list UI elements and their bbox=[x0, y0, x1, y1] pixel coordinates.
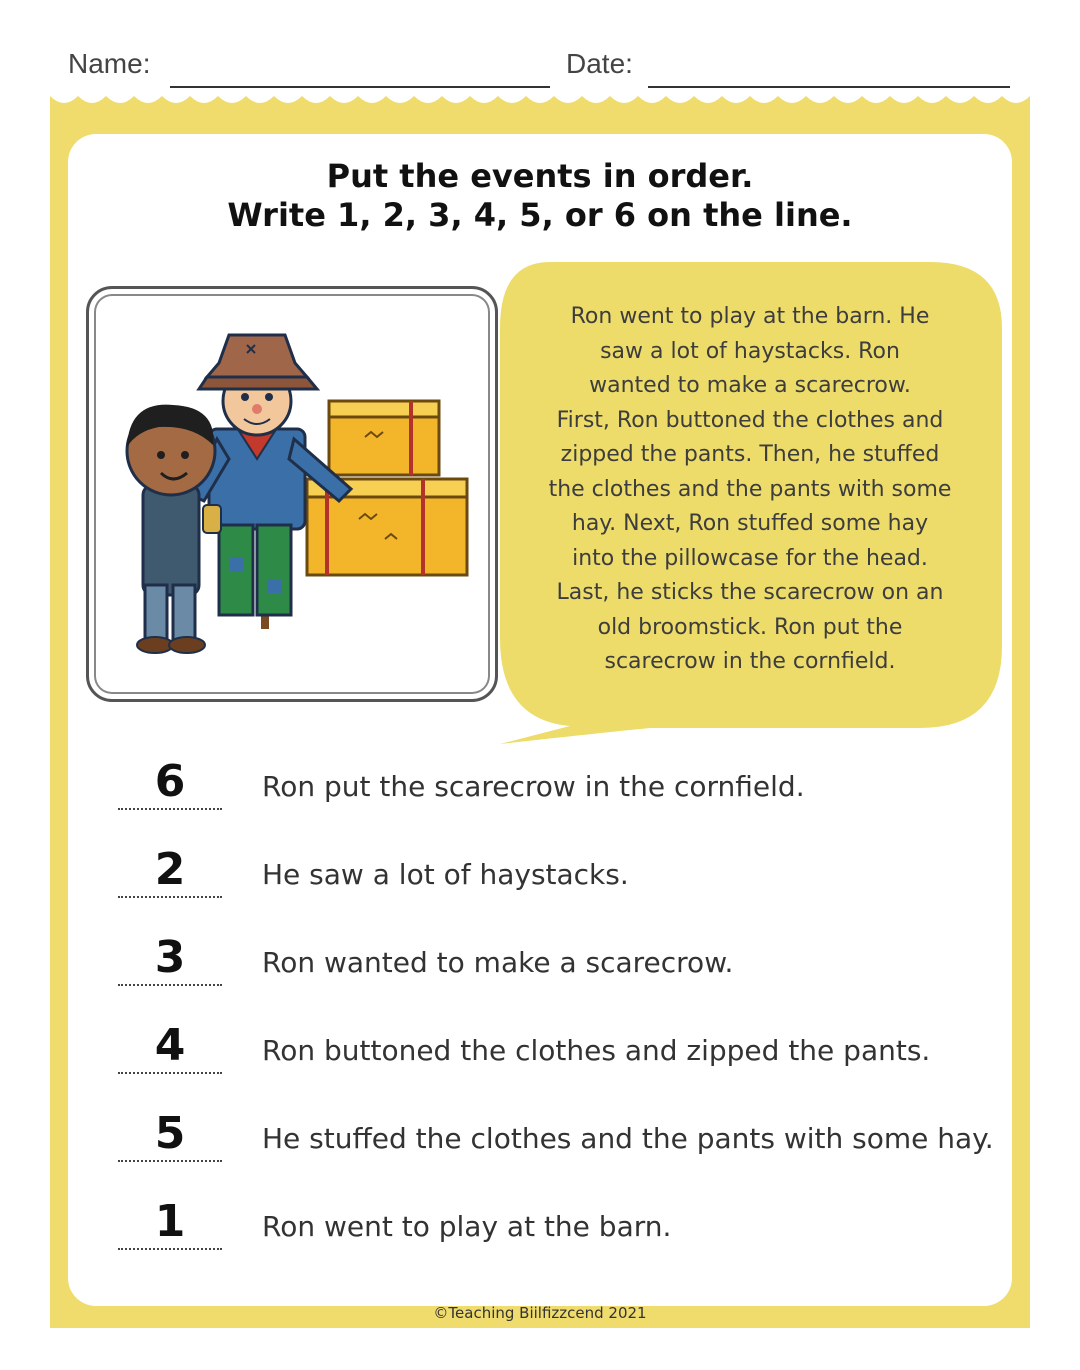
event-text: He stuffed the clothes and the pants with some hay. bbox=[262, 1122, 994, 1155]
event-row bbox=[118, 1108, 1018, 1196]
order-answer-field[interactable]: 1 bbox=[118, 1196, 222, 1250]
event-text: Ron wanted to make a scarecrow. bbox=[262, 946, 734, 979]
event-row bbox=[118, 1020, 1018, 1108]
order-answer-field[interactable]: 2 bbox=[118, 844, 222, 898]
order-answer-field[interactable]: 6 bbox=[118, 756, 222, 810]
event-row bbox=[118, 844, 1018, 932]
story-line: Ron went to play at the barn. He bbox=[570, 304, 930, 329]
event-row bbox=[118, 756, 1018, 844]
header bbox=[68, 40, 1012, 90]
story-line: hay. Next, Ron stuffed some hay bbox=[571, 511, 929, 536]
date-label: Date: bbox=[566, 48, 633, 79]
order-answer-field[interactable]: 3 bbox=[118, 932, 222, 986]
event-row bbox=[118, 932, 1018, 1020]
event-text: Ron put the scarecrow in the cornfield. bbox=[262, 770, 805, 803]
copyright-footer: ©Teaching Biilfizzcend 2021 bbox=[433, 1304, 647, 1322]
story-line: into the pillowcase for the head. bbox=[572, 545, 928, 571]
instruction-line-2: Write 1, 2, 3, 4, 5, or 6 on the line. bbox=[227, 196, 853, 234]
story-line: First, Ron buttoned the clothes and bbox=[556, 407, 944, 433]
scalloped-border bbox=[50, 88, 1030, 114]
instruction-line-1: Put the events in order. bbox=[326, 157, 754, 195]
event-text: Ron buttoned the clothes and zipped the pants. bbox=[262, 1034, 931, 1067]
picture-frame bbox=[86, 286, 498, 702]
story-line: scarecrow in the cornfield. bbox=[604, 649, 896, 674]
event-list bbox=[118, 756, 1018, 1284]
story-line: the clothes and the pants with some bbox=[548, 476, 952, 502]
story-line: old broomstick. Ron put the bbox=[597, 614, 903, 640]
event-text: He saw a lot of haystacks. bbox=[262, 858, 629, 891]
event-row bbox=[118, 1196, 1018, 1284]
story-line: wanted to make a scarecrow. bbox=[589, 373, 911, 398]
story-line: saw a lot of haystacks. Ron bbox=[600, 338, 900, 364]
story-text bbox=[530, 300, 970, 680]
instructions bbox=[0, 157, 1080, 235]
scarecrow-illustration bbox=[189, 335, 351, 629]
order-answer-field[interactable]: 5 bbox=[118, 1108, 222, 1162]
name-label: Name: bbox=[68, 48, 151, 79]
order-answer-field[interactable]: 4 bbox=[118, 1020, 222, 1074]
story-line: zipped the pants. Then, he stuffed bbox=[560, 442, 940, 467]
scarecrow-scene-illustration bbox=[89, 289, 495, 699]
event-text: Ron went to play at the barn. bbox=[262, 1210, 672, 1243]
boy-illustration bbox=[127, 405, 221, 653]
story-line: Last, he sticks the scarecrow on an bbox=[556, 580, 944, 605]
